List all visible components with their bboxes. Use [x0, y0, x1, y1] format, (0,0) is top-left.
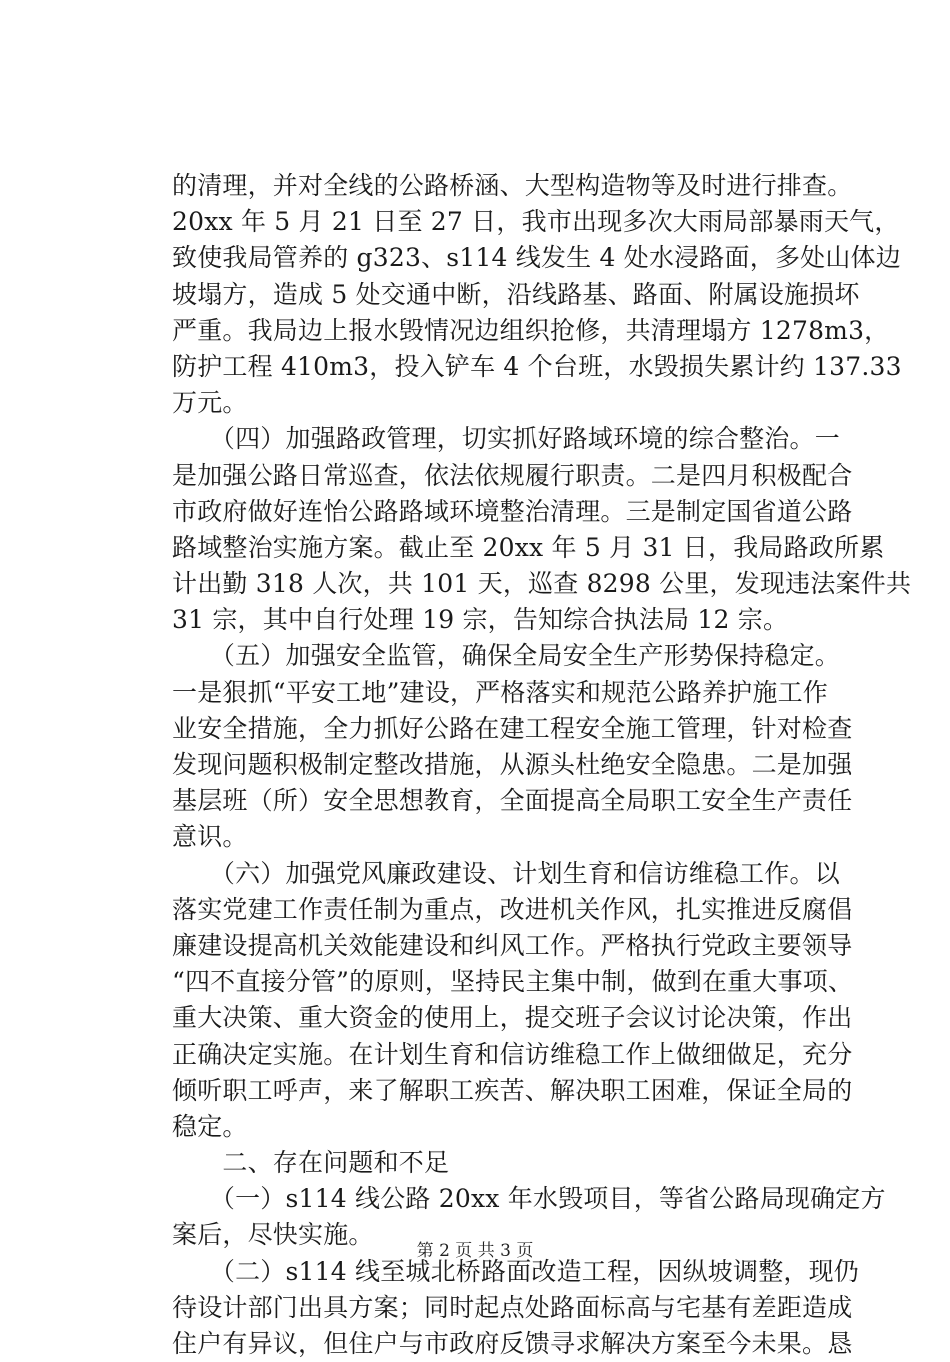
page-footer: 第 2 页 共 3 页 — [416, 1241, 534, 1261]
text-line: 计出勤 318 人次，共 101 天，巡查 8298 公里，发现违法案件共 — [172, 569, 912, 599]
text-line: 31 宗，其中自行处理 19 宗，告知综合执法局 12 宗。 — [172, 605, 789, 635]
text-line: 廉建设提高机关效能建设和纠风工作。严格执行党政主要领导 — [172, 930, 853, 960]
text-line: 稳定。 — [172, 1111, 248, 1141]
text-line: 待设计部门出具方案；同时起点处路面标高与宅基有差距造成 — [172, 1292, 853, 1322]
text-line: （六）加强党风廉政建设、计划生育和信访维稳工作。以 — [172, 858, 840, 888]
text-line: （五）加强安全监管，确保全局安全生产形势保持稳定。 — [172, 641, 840, 671]
text-line: 一是狠抓“平安工地”建设，严格落实和规范公路养护施工作 — [172, 677, 828, 707]
text-line: 落实党建工作责任制为重点，改进机关作风，扎实推进反腐倡 — [172, 894, 853, 924]
text-line: 坡塌方，造成 5 处交通中断，沿线路基、路面、附属设施损坏 — [172, 279, 860, 309]
text-line: 住户有异议，但住户与市政府反馈寻求解决方案至今未果。恳 — [172, 1329, 853, 1358]
text-line: 业安全措施，全力抓好公路在建工程安全施工管理，针对检查 — [172, 713, 853, 743]
text-line: （二）s114 线至城北桥路面改造工程，因纵坡调整，现仍 — [172, 1256, 859, 1286]
text-line: 防护工程 410m3，投入铲车 4 个台班，水毁损失累计约 137.33 — [172, 351, 902, 381]
text-line: 意识。 — [172, 822, 248, 852]
text-line: 正确决定实施。在计划生育和信访维稳工作上做细做足，充分 — [172, 1039, 853, 1069]
text-line: 二、存在问题和不足 — [172, 1148, 450, 1178]
text-line: 重大决策、重大资金的使用上，提交班子会议讨论决策，作出 — [172, 1003, 853, 1033]
text-line: 的清理，并对全线的公路桥涵、大型构造物等及时进行排查。 — [172, 171, 853, 200]
text-line: 倾听职工呼声，来了解职工疾苦、解决职工困难，保证全局的 — [172, 1075, 853, 1105]
text-line: 致使我局管养的 g323、s114 线发生 4 处水浸路面，多处山体边 — [172, 243, 901, 273]
text-line: 市政府做好连怡公路路域环境整治清理。三是制定国省道公路 — [172, 496, 853, 526]
text-line: 20xx 年 5 月 21 日至 27 日，我市出现多次大雨局部暴雨天气， — [172, 207, 900, 237]
text-line: 万元。 — [172, 388, 248, 418]
text-line: （一）s114 线公路 20xx 年水毁项目，等省公路局现确定方 — [172, 1184, 886, 1214]
text-line: （四）加强路政管理，切实抓好路域环境的综合整治。一 — [172, 424, 840, 454]
text-line: 案后，尽快实施。 — [172, 1220, 374, 1250]
text-line: 是加强公路日常巡查，依法依规履行职责。二是四月积极配合 — [172, 460, 853, 490]
text-line: 路域整治实施方案。截止至 20xx 年 5 月 31 日，我局路政所累 — [172, 532, 885, 562]
document-body — [172, 168, 912, 1362]
text-line: “四不直接分管”的原则，坚持民主集中制，做到在重大事项、 — [172, 967, 854, 997]
text-line: 严重。我局边上报水毁情况边组织抢修，共清理塌方 1278m3， — [172, 315, 890, 345]
text-line: 基层班（所）安全思想教育，全面提高全局职工安全生产责任 — [172, 786, 853, 816]
text-line: 发现问题积极制定整改措施，从源头杜绝安全隐患。二是加强 — [172, 750, 853, 779]
